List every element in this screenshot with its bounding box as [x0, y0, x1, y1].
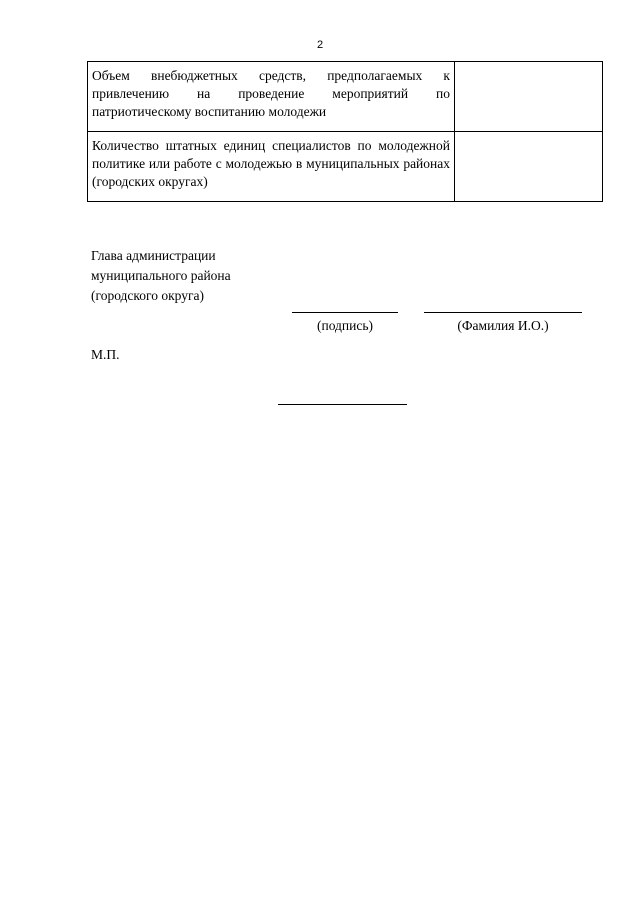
stamp-label: М.П. — [91, 347, 120, 362]
row-label-staff-units: Количество штатных единиц специалистов по молодежной политике или работе с молодежью в муниципальных районах (городских округах) — [88, 132, 455, 202]
row-label-extrabudgetary-funds: Объем внебюджетных средств, предполагаемых к привлечению на проведение мероприятий по патриотическому воспитанию молодежи — [88, 62, 455, 132]
signatory-title-line: (городского округа) — [91, 288, 205, 303]
name-line — [424, 312, 582, 313]
table-row — [88, 62, 603, 132]
signatory-title — [91, 246, 231, 306]
page-number: 2 — [316, 39, 324, 51]
signature-line — [292, 312, 398, 313]
signature-caption: (подпись) — [316, 318, 374, 333]
row-value-staff-units[interactable] — [455, 132, 603, 202]
name-caption: (Фамилия И.О.) — [457, 318, 549, 333]
report-table — [87, 61, 603, 202]
signatory-title-line: муниципального района — [91, 268, 231, 283]
end-divider-line — [278, 404, 407, 405]
signatory-title-line: Глава администрации — [91, 248, 216, 263]
row-value-extrabudgetary-funds[interactable] — [455, 62, 603, 132]
table-row — [88, 132, 603, 202]
